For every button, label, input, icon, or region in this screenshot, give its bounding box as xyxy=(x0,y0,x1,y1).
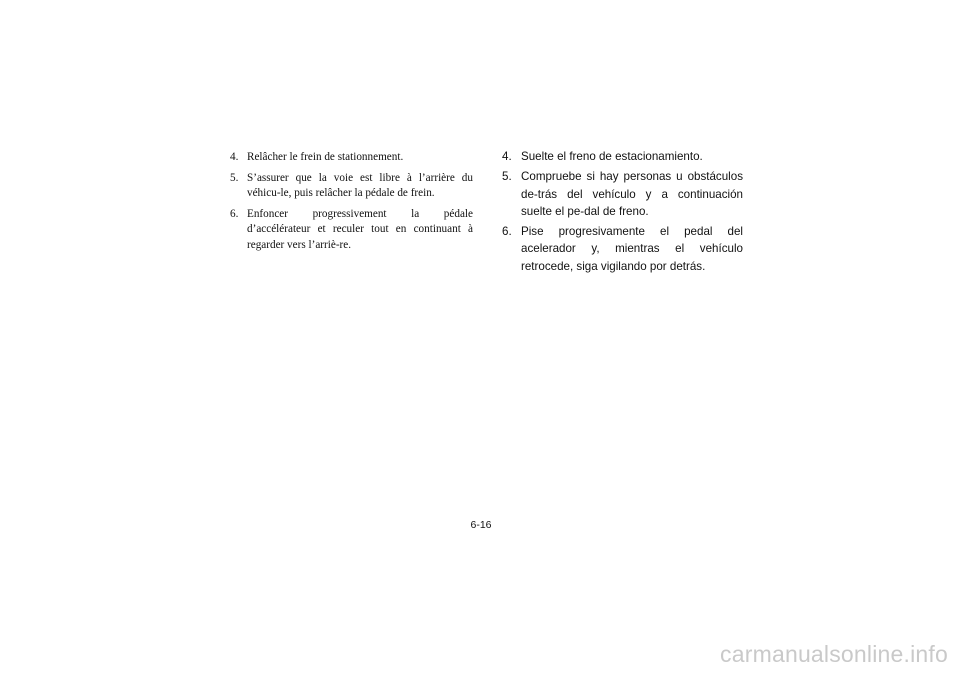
step-number: 6. xyxy=(502,225,512,239)
step-number: 6. xyxy=(230,207,239,220)
page-number: 6-16 xyxy=(470,519,492,531)
spanish-step-6 xyxy=(502,223,743,275)
step-number: 4. xyxy=(230,151,239,163)
step-text: Compruebe si hay personas u obstáculos de-trás del vehículo y a continuación suelte el pe-dal de freno. xyxy=(521,170,743,218)
step-text: Relâcher le frein de stationnement. xyxy=(247,151,404,163)
step-number: 5. xyxy=(502,170,512,184)
spanish-instructions xyxy=(502,148,743,278)
step-number: 4. xyxy=(502,150,512,163)
step-text: Enfoncer progressivement la pédale d’accélérateur et reculer tout en continuant à regarder vers l’arriè-re. xyxy=(247,207,473,251)
watermark: carmanualsonline.info xyxy=(720,641,948,667)
french-instructions xyxy=(230,150,473,258)
step-number: 5. xyxy=(230,171,239,184)
french-step-5 xyxy=(230,171,473,202)
french-step-6 xyxy=(230,207,473,254)
step-text: S’assurer que la voie est libre à l’arrière du véhicu-le, puis relâcher la pédale de frein. xyxy=(247,171,473,199)
spanish-step-5 xyxy=(502,168,743,220)
french-step-4 xyxy=(230,150,473,166)
spanish-step-4 xyxy=(502,148,743,165)
step-text: Pise progresivamente el pedal del acelerador y, mientras el vehículo retrocede, siga vigilando por detrás. xyxy=(521,225,743,273)
step-text: Suelte el freno de estacionamiento. xyxy=(521,150,703,163)
